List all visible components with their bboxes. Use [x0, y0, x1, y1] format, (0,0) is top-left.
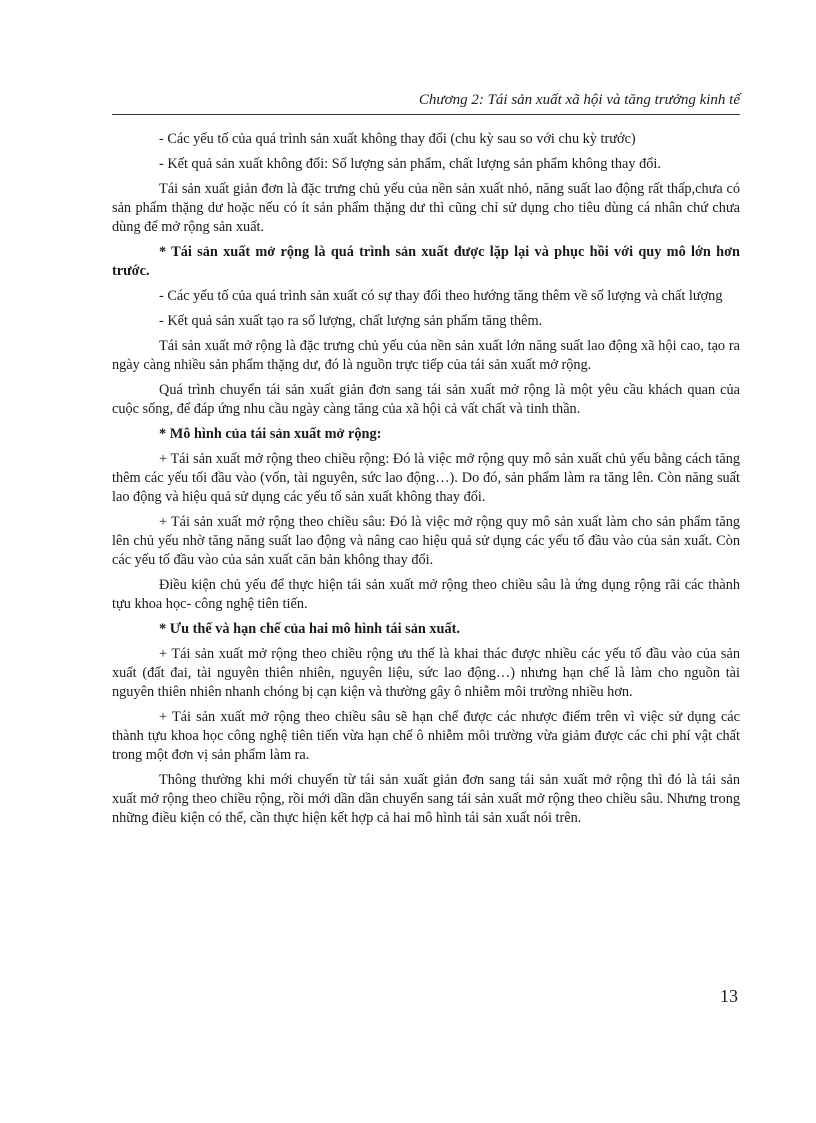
paragraph: Quá trình chuyển tái sản xuất giản đơn sang tái sản xuất mở rộng là một yêu cầu khách quan của cuộc sống, để đáp ứng nhu cầu ngày càng tăng của xã hội cả vất chất và tinh thần.	[112, 382, 740, 417]
paragraph: + Tái sản xuất mở rộng theo chiều rộng: Đó là việc mở rộng quy mô sản xuất chủ yếu bằng cách tăng thêm các yếu tối đầu vào (vốn, tài nguyên, sức lao động…). Do đó, sản phẩm làm ra tăng lên. Còn năng suất lao động và hiệu quả sử dụng các yếu tố sản xuất không thay đổi.	[112, 451, 740, 505]
page-number: 13	[720, 986, 738, 1006]
paragraph: - Các yếu tố của quá trình sản xuất có sự thay đổi theo hướng tăng thêm về số lượng và chất lượng	[159, 288, 723, 304]
paragraph: + Tái sản xuất mở rộng theo chiều sâu: Đó là việc mở rộng quy mô sản xuất làm cho sản phẩm tăng lên chủ yếu nhờ tăng năng suất lao động và nâng cao hiệu quả sử dụng các yếu tố đầu vào của sản xuất. Còn các yếu tố đầu vào của sản xuất căn bản không thay đổi.	[112, 514, 740, 568]
paragraph: - Kết quả sản xuất tạo ra số lượng, chất lượng sản phẩm tăng thêm.	[159, 313, 543, 329]
section-heading: * Tái sản xuất mở rộng là quá trình sản xuất được lặp lại và phục hồi với quy mô lớn hơn trước.	[112, 244, 740, 279]
paragraph: Thông thường khi mới chuyển từ tái sản xuất giản đơn sang tái sản xuất mở rộng thì đó là tái sản xuất mở rộng theo chiều rộng, rồi mới dần dần chuyển sang tái sản xuất mở rộng theo chiều sâu. Nhưng trong những điều kiện có thể, cần thực hiện kết hợp cả hai mô hình tái sản xuất nói trên.	[112, 772, 740, 826]
section-heading: * Mô hình của tái sản xuất mở rộng:	[159, 426, 382, 442]
paragraph: Tái sản xuất mở rộng là đặc trưng chủ yếu của nền sản xuất lớn năng suất lao động xã hội cao, tạo ra ngày càng nhiều sản phẩm thặng dư, đó là nguồn trực tiếp của tái sản xuất mở rộng.	[112, 338, 740, 373]
running-header	[112, 92, 740, 115]
section-heading: * Ưu thế và hạn chế của hai mô hình tái sản xuất.	[159, 621, 460, 637]
chapter-title: Chương 2: Tái sản xuất xã hội và tăng trưởng kinh tế	[418, 92, 740, 108]
page-body	[112, 130, 740, 834]
paragraph: + Tái sản xuất mở rộng theo chiều sâu sẽ hạn chế được các nhược điểm trên vì việc sử dụng các thành tựu khoa học công nghệ tiên tiến vừa hạn chế ô nhiễm môi trường vừa giảm được các chi phí vật chất trong một đơn vị sản phẩm làm ra.	[112, 709, 740, 763]
paragraph: Tái sản xuất giản đơn là đặc trưng chủ yếu của nền sản xuất nhỏ, năng suất lao động rất thấp,chưa có sản phẩm thặng dư hoặc nếu có ít sản phẩm thặng dư thì cũng chỉ sử dụng cho tiêu dùng cá nhân chứ chưa dùng để mở rộng sản xuất.	[112, 181, 740, 235]
paragraph: - Kết quả sản xuất không đổi: Số lượng sản phẩm, chất lượng sản phẩm không thay đổi.	[159, 156, 661, 172]
paragraph: + Tái sản xuất mở rộng theo chiều rộng ưu thế là khai thác được nhiều các yếu tố đầu vào của sản xuất (đất đai, tài nguyên thiên nhiên, nguyên liệu, sức lao động…) nhưng hạn chế là làm cho nguồn tài nguyên thiên nhiên nhanh chóng bị cạn kiện và thường gây ô nhiễm môi trường nhiều hơn.	[112, 646, 740, 700]
paragraph: - Các yếu tố của quá trình sản xuất không thay đổi (chu kỳ sau so với chu kỳ trước)	[159, 131, 636, 147]
paragraph: Điều kiện chủ yếu để thực hiện tái sản xuất mở rộng theo chiều sâu là ứng dụng rộng rãi các thành tựu khoa học- công nghệ tiên tiến.	[112, 577, 740, 612]
